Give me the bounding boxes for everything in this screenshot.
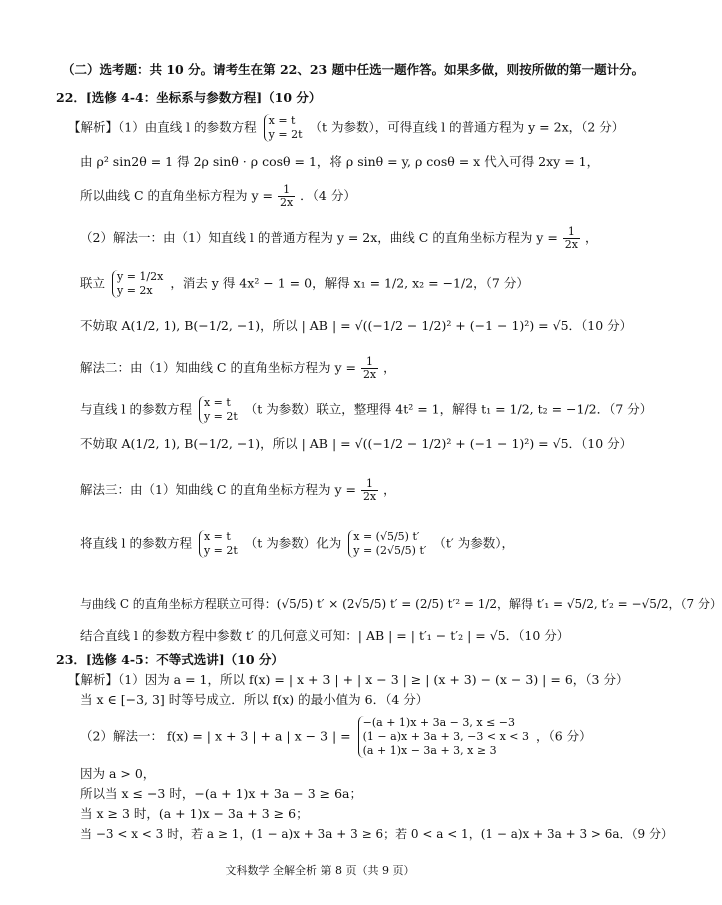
q22-line-8: 与直线 l 的参数方程 x = t y = 2t （t 为参数）联立，整理得 4t² = 1，解得 t₁ = 1/2, t₂ = −1/2．（7 分） [80, 396, 653, 423]
q23-line-4: 因为 a > 0， [80, 766, 156, 781]
q22-line-1-pre: 【解析】（1）由直线 l 的参数方程 [68, 119, 257, 135]
q22-system-5: x = (√5/5) t′ y = (2√5/5) t′ [348, 530, 426, 558]
q22-line-9: 不妨取 A(1/2, 1), B(−1/2, −1)，所以 | AB | = √((−1/2 − 1/2)² + (−1 − 1)²) = √5．（10 分） [80, 436, 633, 451]
q22-system-1: x = t y = 2t [264, 114, 303, 142]
q22-line-5: 联立 y = 1/2x y = 2x ，消去 y 得 4x² − 1 = 0，解得 x₁ = 1/2, x₂ = −1/2，（7 分） [80, 270, 529, 297]
q23-line-1: 【解析】（1）因为 a = 1，所以 f(x) = | x + 3 | + | x − 3 | ≥ | (x + 3) − (x − 3) | = 6，（3 分） [68, 672, 629, 687]
section-header: （二）选考题：共 10 分。请考生在第 22、23 题中任选一题作答。如果多做，则按所做的第一题计分。 [62, 62, 645, 77]
q23-line-7: 当 −3 < x < 3 时，若 a ≥ 1，(1 − a)x + 3a + 3 ≥ 6；若 0 < a < 1，(1 − a)x + 3a + 3 > 6a．（9 分） [80, 827, 674, 841]
q22-line-12: 与曲线 C 的直角坐标方程联立可得：(√5/5) t′ × (2√5/5) t′ = (2/5) t′² = 1/2，解得 t′₁ = √5/2, t′₂ = −√5/2，（7 分） [80, 597, 722, 611]
q22-line-2: 由 ρ² sin2θ = 1 得 2ρ sinθ · ρ cosθ = 1，将 ρ sinθ = y, ρ cosθ = x 代入可得 2xy = 1， [80, 154, 600, 169]
fraction: $\frac{1}{2x}$ [564, 225, 578, 251]
q22-system-3: x = t y = 2t [199, 396, 238, 424]
q22-line-1 [68, 114, 624, 142]
q22-line-6: 不妨取 A(1/2, 1), B(−1/2, −1)，所以 | AB | = √((−1/2 − 1/2)² + (−1 − 1)²) = √5．（10 分） [80, 318, 633, 333]
q22-line-11: 将直线 l 的参数方程 x = t y = 2t （t 为参数）化为 x = (√5/5) t′ y = (2√5/5) t′ （t′ 为参数）， [80, 530, 514, 557]
fraction: $\frac{1}{2x}$ [362, 477, 377, 503]
q22-system-2: y = 1/2x y = 2x [112, 270, 163, 298]
q22-line-3: 所以曲线 C 的直角坐标方程为 y = $\frac{1}{2x}$ ．（4 分） [80, 183, 356, 209]
q22-line-10: 解法三：由（1）知曲线 C 的直角坐标方程为 y = $\frac{1}{2x}$ ， [80, 477, 396, 503]
q23-piecewise: −(a + 1)x + 3a − 3, x ≤ −3 (1 − a)x + 3a + 3, −3 < x < 3 (a + 1)x − 3a + 3, x ≥ 3 [358, 716, 529, 758]
q23-title: 23．[选修 4-5：不等式选讲]（10 分） [56, 652, 284, 667]
q22-system-4: x = t y = 2t [199, 530, 238, 558]
q22-line-13: 结合直线 l 的参数方程中参数 t′ 的几何意义可知：| AB | = | t′₁ − t′₂ | = √5．（10 分） [80, 628, 570, 643]
q22-line-7: 解法二：由（1）知曲线 C 的直角坐标方程为 y = $\frac{1}{2x}$ ， [80, 355, 396, 381]
fraction: $\frac{1}{2x}$ [362, 355, 377, 381]
page-footer: 文科数学 全解全析 第 8 页（共 9 页） [225, 864, 415, 877]
q23-line-5: 所以当 x ≤ −3 时，−(a + 1)x + 3a − 3 ≥ 6a； [80, 786, 362, 801]
fraction: $\frac{1}{2x}$ [279, 183, 294, 209]
q22-title: 22．[选修 4-4：坐标系与参数方程]（10 分） [56, 90, 322, 105]
q23-line-2: 当 x ∈ [−3, 3] 时等号成立．所以 f(x) 的最小值为 6．（4 分） [80, 692, 429, 707]
q22-line-4: （2）解法一：由（1）知直线 l 的普通方程为 y = 2x，曲线 C 的直角坐标方程为 y = $\frac{1}{2x}$ ， [80, 225, 598, 251]
q23-line-3: （2）解法一： f(x) = | x + 3 | + a | x − 3 | = −(a + 1)x + 3a − 3, x ≤ −3 (1 − a)x + 3a + 3, −3 < x < 3 (a + 1)x − 3a + 3, x ≥ 3 ，（6 分） [80, 716, 592, 757]
q22-line-1-post: （t 为参数），可得直线 l 的普通方程为 y = 2x，（2 分） [309, 119, 625, 135]
q23-line-6: 当 x ≥ 3 时，(a + 1)x − 3a + 3 ≥ 6； [80, 806, 309, 821]
